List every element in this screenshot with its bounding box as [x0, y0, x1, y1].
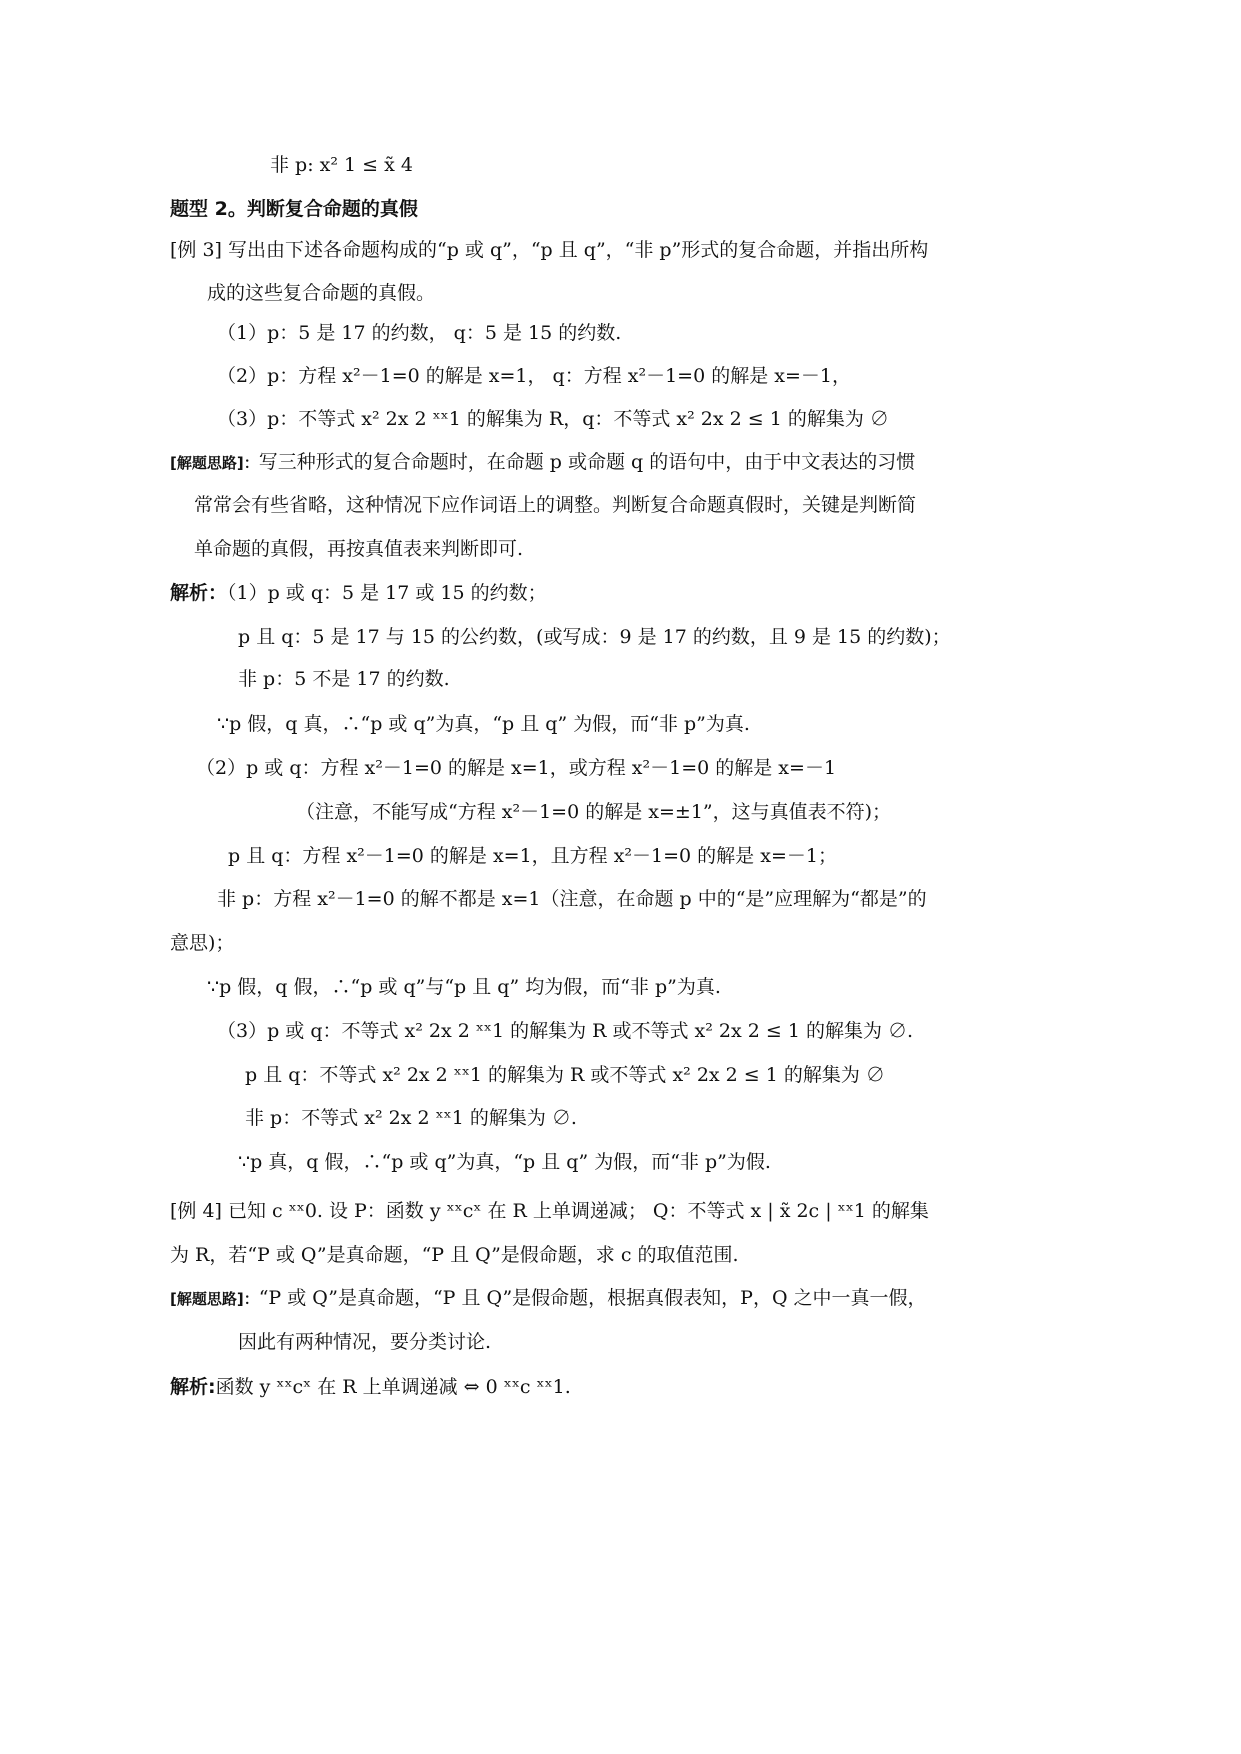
example-4-line-1: [例 4] 已知 c ˣˣ0. 设 P：函数 y ˣˣcˣ 在 R 上单调递减； Q：不等式 x | x̃ 2c | ˣˣ1 的解集: [170, 1200, 929, 1222]
thinking-paragraph-line-1: [170, 453, 915, 472]
analysis-line-12: p 且 q：不等式 x² 2x 2 ˣˣ1 的解集为 R 或不等式 x² 2x 2 ≤ 1 的解集为 ∅: [245, 1064, 885, 1086]
example-4-line-2: 为 R，若“P 或 Q”是真命题，“P 且 Q”是假命题，求 c 的取值范围.: [170, 1244, 739, 1266]
analysis-line-6: （注意，不能写成“方程 x²－1=0 的解是 x=±1”，这与真值表不符)；: [296, 801, 892, 823]
item-1: （1）p：5 是 17 的约数， q：5 是 15 的约数.: [217, 322, 622, 344]
analysis-line-11: （3）p 或 q：不等式 x² 2x 2 ˣˣ1 的解集为 R 或不等式 x² 2x 2 ≤ 1 的解集为 ∅.: [217, 1020, 914, 1042]
item-3: （3）p：不等式 x² 2x 2 ˣˣ1 的解集为 R，q：不等式 x² 2x 2 ≤ 1 的解集为 ∅: [217, 408, 889, 430]
thinking-4-text-1: “P 或 Q”是真命题，“P 且 Q”是假命题，根据真假表知，P，Q 之中一真一假，: [258, 1287, 927, 1309]
analysis-line-9: 意思)；: [170, 932, 235, 954]
analysis-line-2: p 且 q：5 是 17 与 15 的公约数，(或写成：9 是 17 的约数，且 9 是 15 的约数)；: [238, 626, 951, 648]
analysis-line-13: 非 p：不等式 x² 2x 2 ˣˣ1 的解集为 ∅.: [245, 1107, 577, 1129]
thinking-paragraph-line-2: 常常会有些省略，这种情况下应作词语上的调整。判断复合命题真假时，关键是判断简: [194, 494, 917, 516]
example-3-line-2: 成的这些复合命题的真假。: [207, 282, 436, 304]
analysis-text-1: （1）p 或 q：5 是 17 或 15 的约数；: [227, 582, 547, 604]
analysis-line-10: ∵p 假，q 假，∴“p 或 q”与“p 且 q” 均为假，而“非 p”为真.: [207, 976, 721, 998]
thinking-label: [解题思路]：: [170, 454, 259, 472]
analysis-line-14: ∵p 真，q 假，∴“p 或 q”为真，“p 且 q” 为假，而“非 p”为假.: [238, 1151, 771, 1173]
analysis-4-line-1: [170, 1378, 571, 1397]
thinking-label-2: [解题思路]：: [170, 1290, 259, 1308]
thinking-4-line-1: [170, 1289, 927, 1308]
analysis-line-7: p 且 q：方程 x²－1=0 的解是 x=1，且方程 x²－1=0 的解是 x=－1；: [228, 845, 837, 867]
analysis-line-4: ∵p 假，q 真，∴“p 或 q”为真，“p 且 q” 为假，而“非 p”为真.: [217, 713, 750, 735]
thinking-paragraph-line-3: 单命题的真假，再按真值表来判断即可.: [194, 538, 524, 560]
section-heading: 题型 2。判断复合命题的真假: [170, 198, 418, 220]
thinking-text-1: 写三种形式的复合命题时，在命题 p 或命题 q 的语句中，由于中文表达的习惯: [258, 451, 916, 473]
analysis-label-2: 解析:: [170, 1376, 216, 1398]
thinking-4-line-2: 因此有两种情况，要分类讨论.: [238, 1331, 492, 1353]
analysis-line-3: 非 p：5 不是 17 的约数.: [238, 668, 450, 690]
analysis-4-text-1: 函数 y ˣˣcˣ 在 R 上单调递减 ⇔ 0 ˣˣc ˣˣ1.: [215, 1376, 571, 1398]
analysis-line-5: （2）p 或 q：方程 x²－1=0 的解是 x=1，或方程 x²－1=0 的解是 x=－1: [196, 757, 837, 779]
line-not-p-statement: 非 p: x² 1 ≤ x̃ 4: [270, 154, 413, 176]
analysis-label: 解析：: [170, 582, 228, 604]
analysis-line-1: [170, 584, 547, 603]
example-3-line-1: [例 3] 写出由下述各命题构成的“p 或 q”，“p 且 q”，“非 p”形式的复合命题，并指出所构: [170, 239, 929, 261]
analysis-line-8: 非 p：方程 x²－1=0 的解不都是 x=1（注意，在命题 p 中的“是”应理解为“都是”的: [217, 888, 927, 910]
item-2: （2）p：方程 x²－1=0 的解是 x=1， q：方程 x²－1=0 的解是 x=－1，: [217, 365, 851, 387]
